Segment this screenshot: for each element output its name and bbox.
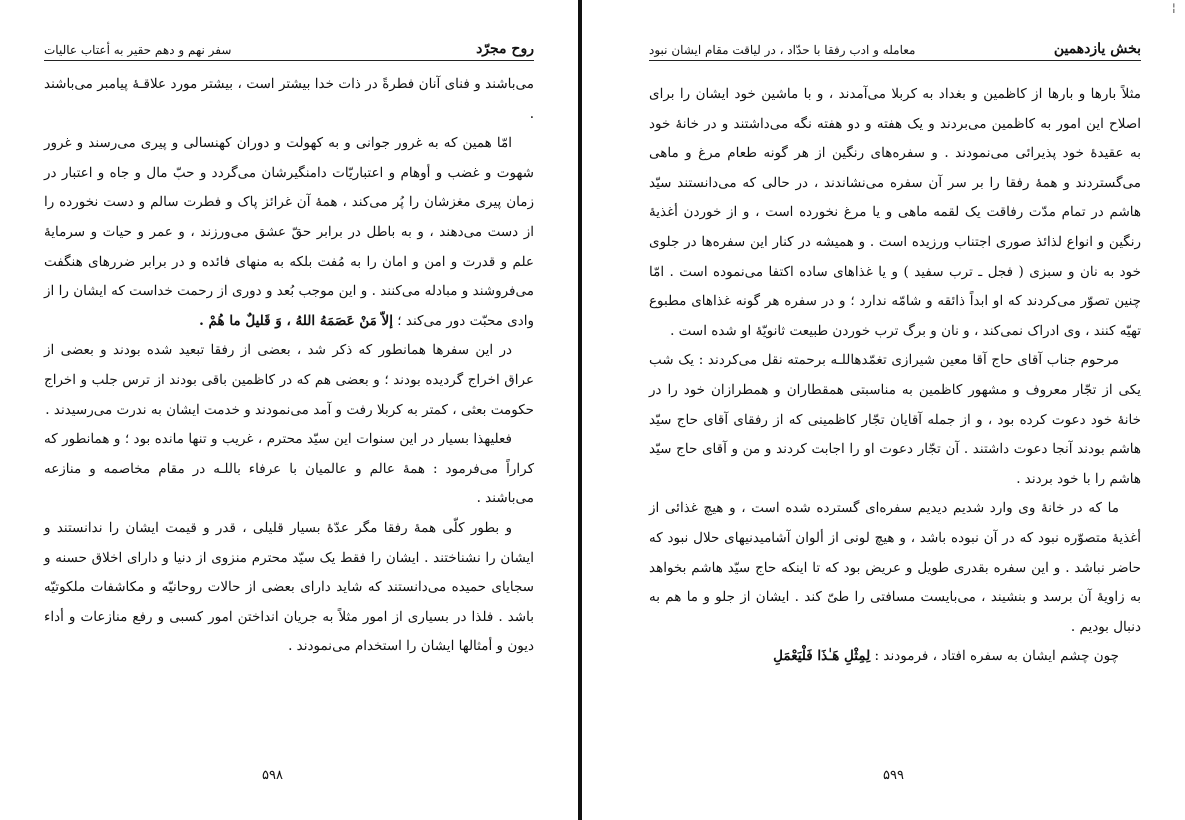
left-book-title: روح مجرّد xyxy=(476,41,534,57)
paragraph: در این سفرها همانطور که ذکر شد ، بعضی از رفقا تبعید شده بودند و بعضی از عراق اخراج گردیده بودند ؛ و بعضی هم که در کاظمین باقی بودند از ترس جلب و اخراج حکومت بعثی ، کمتر به کربلا رفت و آمد می‌نمودند و خدمت ایشان به ندرت می‌رسیدند . xyxy=(44,342,534,418)
paragraph: ما که در خانهٔ وی وارد شدیم دیدیم سفره‌ای گسترده شده است ، و هیچ غذائی از أغذیهٔ متصوّره نبود که در آن نبوده باشد ، و هیچ لونی از ألوان آشامیدنیهای حلال نبود که حاضر نباشد . و این سفره بقدری طویل و عریض بود که تا اینکه حاج سیّد هاشم بخواهد به زاویهٔ آن برسد و بنشیند ، می‌بایست مسافتی را طیّ کند . ایشان از جلو و ما هم به دنبال بودیم . xyxy=(649,500,1141,635)
paragraph: می‌باشند و فنای آنان فطرةً در ذات خدا بیشتر است ، بیشتر مورد علاقـهٔ پیامبر می‌باشند . xyxy=(44,76,534,122)
left-page xyxy=(0,0,580,820)
quranic-quote: إلاّ مَنْ عَصَمَهُ اللهُ ، وَ قَلیلٌ ما هُمْ . xyxy=(199,312,393,329)
left-running-title: سفر نهم و دهم حقیر به أعتاب عالیات xyxy=(44,43,232,57)
paragraph: امّا همین که به غرور جوانی و به کهولت و دوران کهنسالی و پیری می‌رسند و غرور شهوت و غضب و أوهام و اعتباریّات دامنگیرشان می‌گردد و حبّ مال و جاه و اعتبار در زمان پیری مغزشان را پُر می‌کند ، همهٔ آن غرائز پاک و فطرت سالم و دست نخورده را از دست می‌دهند ، و به باطل در برابر حقّ عشق می‌ورزند ، و عمر و حیات و سرمایهٔ علم و قدرت و امن و امان را به مُفت بلکه به منهای فائده و در برابر ضررهای هنگفت می‌فروشند و مبادله می‌کنند . و این موجب بُعد و دوری از رحمت خداست که ایشان را از وادی محبّت دور می‌کند ؛ إلاّ مَنْ عَصَمَهُ اللهُ ، وَ قَلیلٌ ما هُمْ . xyxy=(44,135,534,329)
right-page xyxy=(583,0,1185,820)
right-page-body xyxy=(649,80,1141,672)
right-page-header xyxy=(649,38,1141,61)
left-page-body xyxy=(44,70,534,662)
paragraph: مرحوم جناب آقای حاج آقا معین شیرازی تغمّدهاللـه برحمته نقل می‌کردند : یک شب یکی از تجّار معروف و مشهور کاظمین به مناسبتی همقطاران و همطرازان خود را در خانهٔ خود دعوت کرده بود ، و از جمله آقایان تجّار کاظمینی که از رفقای آقای حاج سیّد هاشم بودند آنجا دعوت داشتند . آن تجّار دعوت او را اجابت کردند و من و آقای حاج سیّد هاشم را با خود بردند . xyxy=(649,352,1141,487)
paragraph: چون چشم ایشان به سفره افتاد ، فرمودند : لِمِثْلِ هَـٰذَا فَلْيَعْمَلِ xyxy=(773,648,1119,665)
paragraph: مثلاً بارها و بارها از کاظمین و بغداد به کربلا می‌آمدند ، و با ماشین خود ایشان را برای اصلاح این امور به کاظمین می‌بردند و یک هفته و دو هفته نگه می‌داشتند و در خانهٔ خود به عقیدهٔ خود پذیرائی می‌نمودند . و سفره‌های رنگین از هر گونه طعام مرغ و ماهی می‌گستردند و همهٔ رفقا را بر سر آن سفره می‌نشاندند ، در حالی که می‌دانستند سیّد هاشم در تمام مدّت رفاقت یک لقمه ماهی و یا مرغ نخورده است ، و از خوردن أغذیهٔ رنگین و انواع لذائذ صوری اجتناب ورزیده است . و همیشه در کنار این سفره‌ها در جلوی خود به نان و سبزی ( فجل ـ ترب سفید ) و یا غذاهای ساده اکتفا می‌نموده است . امّا چنین تصوّر می‌کردند که او ابداً ذائقه و شامّه ندارد ؛ و در سفره هر گونه غذاهای مطبوع تهیّه کنند ، وی ادراک نمی‌کند ، و نان و برگ ترب خوردن طبیعت ثانویّهٔ او شده است . xyxy=(649,86,1141,339)
quranic-quote: لِمِثْلِ هَـٰذَا فَلْيَعْمَلِ xyxy=(773,648,871,665)
page-gutter-divider xyxy=(578,0,582,820)
right-running-title: معامله و ادب رفقا با حدّاد ، در لیاقت مقام ایشان نبود xyxy=(649,43,916,57)
right-page-number: ۵۹۹ xyxy=(883,768,904,783)
paragraph: و بطور کلّی همهٔ رفقا مگر عدّهٔ بسیار قلیلی ، قدر و قیمت ایشان را ندانستند و ایشان را نشناختند . ایشان را فقط یک سیّد محترم منزوی از دنیا و دارای اخلاق حسنه و سجایای حمیده می‌دانستند که شاید دارای بعضی از حالات روحانیّه و مکاشفات ملکوتیّه باشد . فلذا در بسیاری از امور مثلاً به جریان انداختن امور کسبی و رفع منازعات و أداء دیون و أمثالها ایشان را استخدام می‌نمودند . xyxy=(44,519,534,655)
left-page-number: ۵۹۸ xyxy=(262,768,283,783)
paragraph: فعلیهذا بسیار در این سنوات این سیّد محترم ، غریب و تنها مانده بود ؛ و همانطور که کراراً می‌فرمود : همهٔ عالم و عالمیان با عرفاء باللـه در مقام مخاصمه و منازعه می‌باشند . xyxy=(44,431,534,507)
left-page-header xyxy=(44,38,534,61)
right-book-title: بخش یازدهمین xyxy=(1053,41,1141,57)
corner-mark: ¦ xyxy=(1172,1,1176,14)
